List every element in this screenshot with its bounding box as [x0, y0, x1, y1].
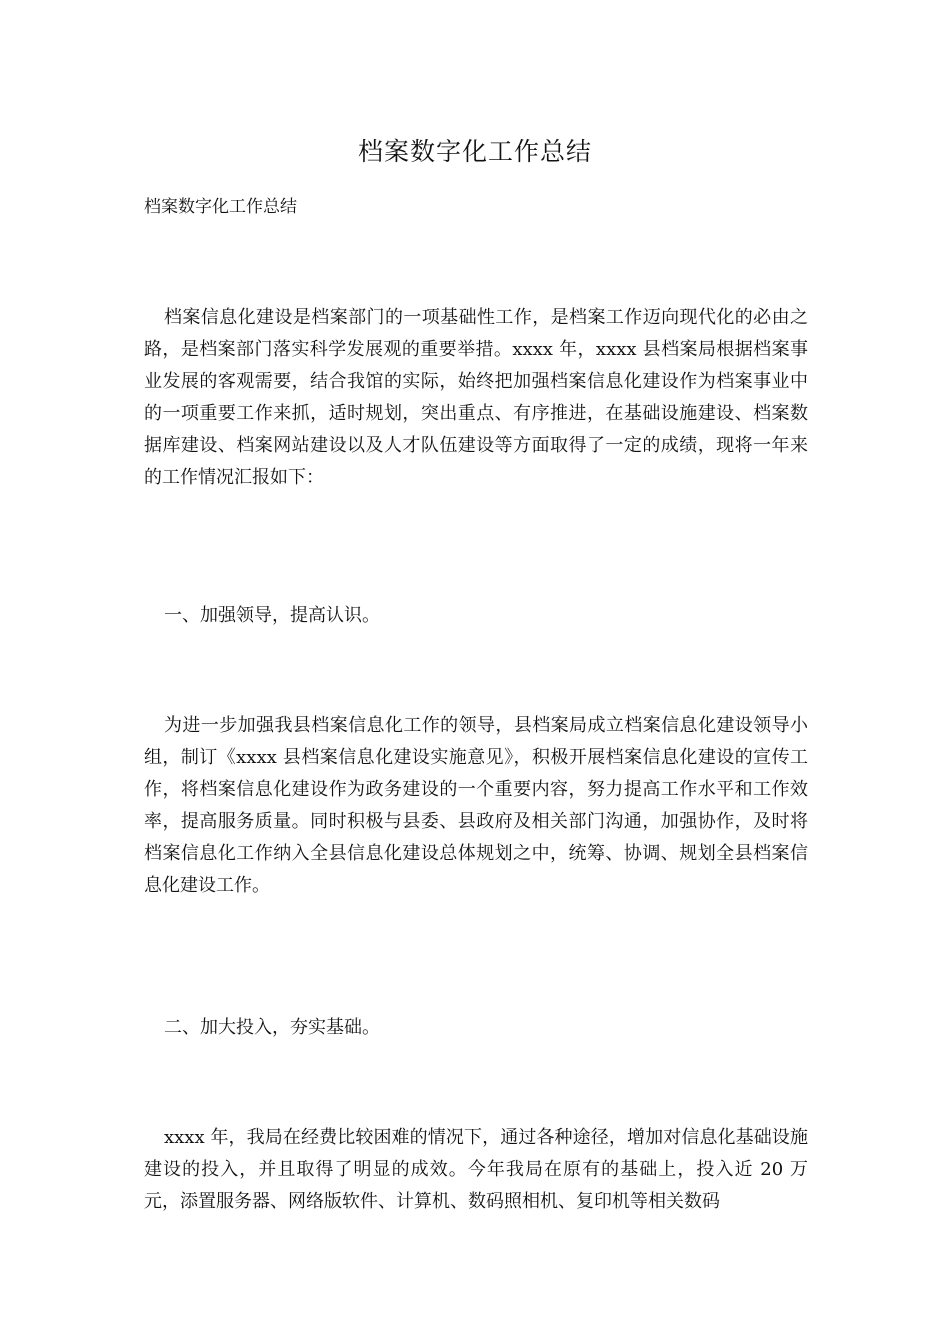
- document-subtitle: 档案数字化工作总结: [144, 197, 297, 217]
- intro-paragraph: 档案信息化建设是档案部门的一项基础性工作，是档案工作迈向现代化的必由之路，是档案部门落实科学发展观的重要举措。xxxx 年，xxxx 县档案局根据档案事业发展的客观需要，结合我馆的实际，始终把加强档案信息化建设作为档案事业中的一项重要工作来抓，适时规划，突出重点、有序推进，在基础设施建设、档案数据库建设、档案网站建设以及人才队伍建设等方面取得了一定的成绩，现将一年来的工作情况汇报如下：: [144, 307, 808, 488]
- section-heading-1: 一、加强领导，提高认识。: [164, 605, 380, 626]
- section-2-paragraph: xxxx 年，我局在经费比较困难的情况下，通过各种途径，增加对信息化基础设施建设的投入，并且取得了明显的成效。今年我局在原有的基础上，投入近 20 万元，添置服务器、网络版软件、计算机、数码照相机、复印机等相关数码: [144, 1127, 808, 1212]
- document-title: 档案数字化工作总结: [357, 137, 592, 166]
- section-heading-2: 二、加大投入，夯实基础。: [164, 1017, 380, 1038]
- section-1-paragraph: 为进一步加强我县档案信息化工作的领导，县档案局成立档案信息化建设领导小组，制订《xxxx 县档案信息化建设实施意见》，积极开展档案信息化建设的宣传工作，将档案信息化建设作为政务建设的一个重要内容，努力提高工作水平和工作效率，提高服务质量。同时积极与县委、县政府及相关部门沟通，加强协作，及时将档案信息化工作纳入全县信息化建设总体规划之中，统筹、协调、规划全县档案信息化建设工作。: [144, 715, 808, 896]
